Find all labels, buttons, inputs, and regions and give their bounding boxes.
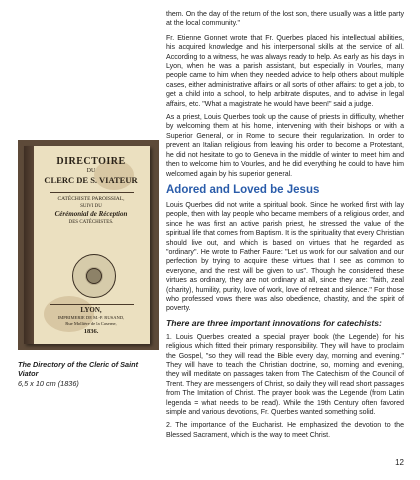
book-du: DU — [86, 168, 96, 174]
book-line: IMPRIMERIE DE M.-P. RUSAND, — [57, 315, 125, 320]
book-title-block — [38, 156, 144, 185]
book-cover — [24, 146, 150, 344]
paragraph-gonnet: Fr. Etienne Gonnet wrote that Fr. Querbes placed his intellectual abilities, his acquired knowledge and his interpersonal skills at the service of all. According to a witness, he was always ready to help. As early as his days in Lyon, when he was a parish assistant, but especially in Vourles, many people came to him when they needed advice to help others about multiple cases, either administrative affairs or all sorts of other affairs: to get a job, to get a child into a school, to help arbitrate disputes, and to advise in legal affairs, etc. "What a magistrate he would have been!" said a judge. — [166, 34, 404, 108]
book-seal — [72, 254, 116, 298]
book-rule — [50, 192, 134, 193]
book-line: LYON, — [80, 306, 102, 314]
book-imprint-block — [38, 306, 144, 336]
book-rule — [50, 304, 134, 305]
main-text-column — [166, 10, 404, 444]
book-seal-center — [86, 268, 102, 284]
page-number: 12 — [395, 458, 404, 467]
book-line: DES CATÉCHISTES. — [68, 220, 114, 225]
paragraph-continuation: them. On the day of the return of the lost son, there usually was a little party at the local community." — [166, 11, 404, 28]
paragraph-innovation-2: 2. The importance of the Eucharist. He emphasized the devotion to the Blessed Sacrament, which is the way to meet Christ. — [166, 422, 404, 439]
book-line: CATÉCHISTE PAROISSIAL, — [57, 196, 125, 202]
book-subtitle: CLERC DE S. VIATEUR — [44, 175, 138, 185]
book-spine — [24, 146, 34, 344]
book-year: 1836. — [83, 328, 99, 335]
book-title: DIRECTOIRE — [56, 156, 126, 167]
book-line: Cérémonial de Réception — [54, 210, 128, 218]
section-subheading: There are three important innovations for catechists: — [166, 317, 382, 328]
book-line: SUIVI DU — [80, 204, 102, 209]
book-middle-block — [38, 196, 144, 226]
paragraph-innovation-1: 1. Louis Querbes created a special prayer book (the Legende) for his religious which fitted their primary responsibility. They will have to proclaim the Gospel, "so they will read the Bible every day, morning and evening." They will have to teach the Christian doctrine, so, morning and evening, they will meditate on passages taken from The Catechism of the Council of Trent. They are messengers of Christ, so daily they will read short passages from The Imitation of Christ. The prayer book was the Legende (from Latin legenda = what needs to be read). While the 19th Century often favored simple and various devotions, Fr. Querbes wanted something solid. — [166, 333, 404, 417]
paragraph-spirituality: Louis Querbes did not write a spiritual book. Since he worked first with lay people, then with lay people who became members of a religious order, and since he was first an active parish priest, he stressed the value of the spiritual life that comes from Baptism. It is the spirituality that every Christian should live out, and which is based on virtues that he regarded as "ordinary". He wrote to Father Faure: "Let us work for our salvation and our perfection by trying to acquire these virtues that I see as common to everyone, and the rest will be given to us". Though he considered these virtues as ordinary, they are not ordinary at all, since they are: "faith, zeal (charity), humility, purity, love of work, love of retreat and silence." For those who professed vows there was also obedience, chastity, and the spirit of poverty. — [166, 201, 404, 313]
section-heading: Adored and Loved be Jesus — [166, 183, 320, 196]
caption-title: The Directory of the Cleric of Saint Viator — [18, 360, 139, 379]
caption-dimensions: 6,5 x 10 cm (1836) — [18, 378, 79, 388]
paragraph-priests: As a priest, Louis Querbes took up the cause of priests in difficulty, whether by welcoming them at his home, intervening with their bishops or with a Superior General, or in Rome to secure their regularization. In order to prevent an Italian religious from leaving his order to become a Protestant, he did not hesitate to go to Geneva in the middle of winter to meet him and then to welcome him to Vourles, and he did everything he could to have him welcomed again by his superior general. — [166, 114, 404, 178]
photo-caption — [18, 360, 159, 388]
book-line: Rue Mollière de la Caserne, — [65, 321, 117, 326]
book-photo — [18, 140, 159, 350]
